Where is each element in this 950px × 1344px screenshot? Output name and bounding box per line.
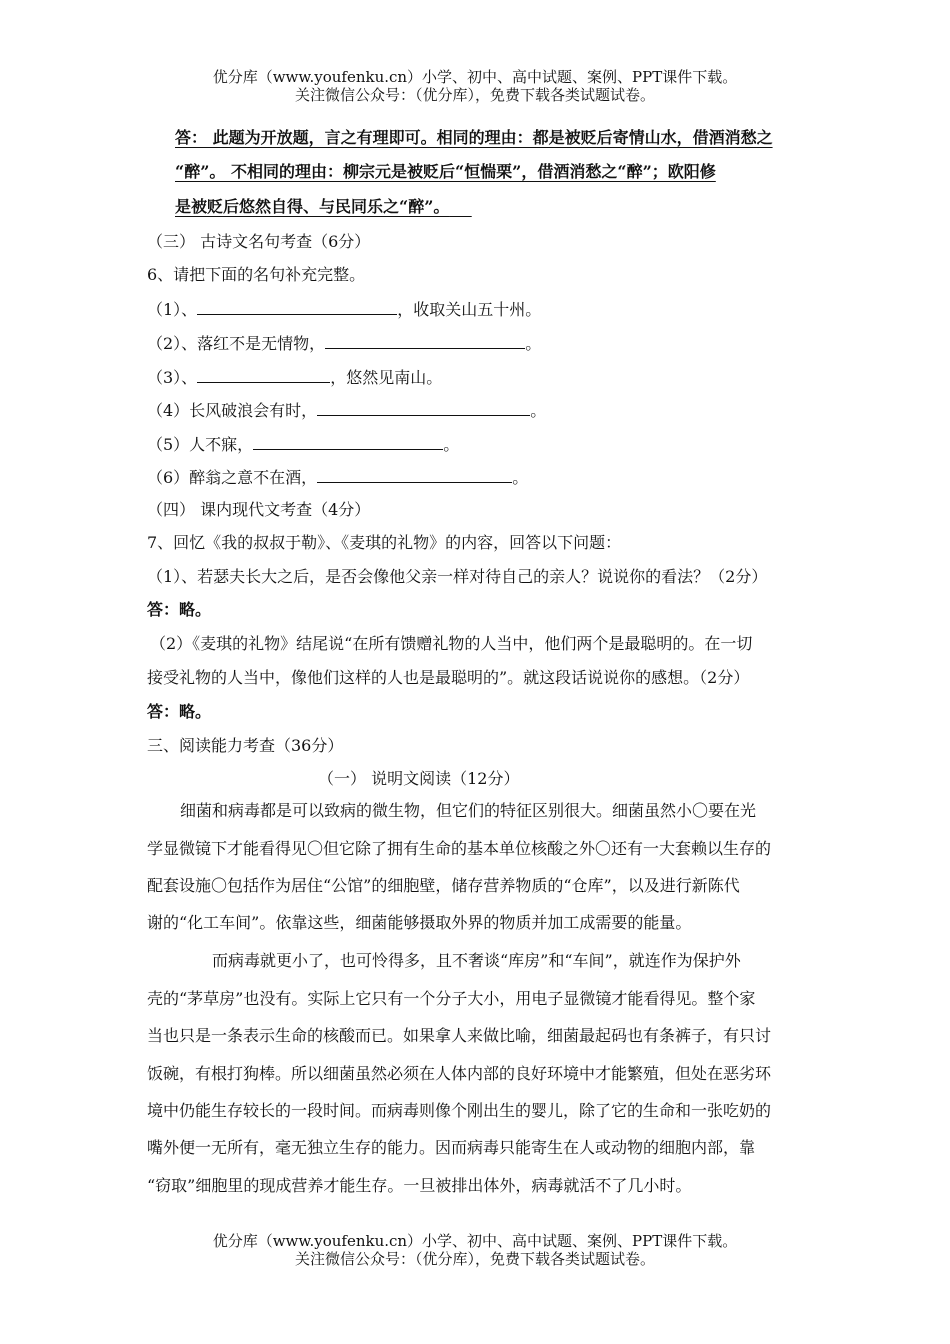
blank-6[interactable] <box>317 466 512 483</box>
part-heading-reading: 三、阅读能力考查（36分） <box>147 736 344 755</box>
section-heading-modern: （四） 课内现代文考查（4分） <box>147 500 371 519</box>
blank-5[interactable] <box>253 433 443 450</box>
fill-item-3: （3）、 ，悠然见南山。 <box>147 368 443 387</box>
blank-2[interactable] <box>325 332 525 349</box>
question-7-1: （1）、若瑟夫长大之后，是否会像他父亲一样对待自己的亲人？说说你的看法？（2分） <box>147 567 768 586</box>
section-heading-poems: （三） 古诗文名句考查（6分） <box>147 232 371 251</box>
page-footer <box>0 1232 950 1268</box>
para2-line-1: 而病毒就更小了，也可怜得多，且不奢谈“库房”和“车间”，就连作为保护外 <box>212 951 741 970</box>
answer-line-1: 答： 此题为开放题，言之有理即可。相同的理由：都是被贬后寄情山水，借酒消愁之 <box>175 128 773 147</box>
para1-line-2: 学显微镜下才能看得见〇但它除了拥有生命的基本单位核酸之外〇还有一大套赖以生存的 <box>147 839 772 858</box>
question-7-2-line-2: 接受礼物的人当中，像他们这样的人也是最聪明的”。就这段话说说你的感想。（2分） <box>147 668 750 687</box>
question-7: 7、回忆《我的叔叔于勒》、《麦琪的礼物》的内容，回答以下问题： <box>147 533 622 552</box>
blank-3[interactable] <box>197 366 330 383</box>
para2-line-5: 境中仍能生存较长的一段时间。而病毒则像个刚出生的婴儿，除了它的生命和一张吃奶的 <box>147 1101 772 1120</box>
footer-line-2: 关注微信公众号：（优分库），免费下载各类试题试卷。 <box>294 1250 655 1268</box>
para2-line-6: 嘴外便一无所有，毫无独立生存的能力。因而病毒只能寄生在人或动物的细胞内部，靠 <box>147 1138 756 1157</box>
question-7-2-line-1: （2）《麦琪的礼物》结尾说“在所有馈赠礼物的人当中，他们两个是最聪明的。在一切 <box>150 634 753 653</box>
answer-7-2: 答：略。 <box>147 702 212 721</box>
sub-heading-expository: （一） 说明文阅读（12分） <box>318 769 520 788</box>
answer-line-3: 是被贬后悠然自得、与民同乐之“醉”。 <box>175 197 450 216</box>
para2-line-3: 当也只是一条表示生命的核酸而已。如果拿人来做比喻，细菌最起码也有条裤子，有只讨 <box>147 1026 772 1045</box>
para1-line-3: 配套设施〇包括作为居住“公馆”的细胞壁，储存营养物质的“仓库”，以及进行新陈代 <box>147 876 740 895</box>
footer-line-1: 优分库（www.youfenku.cn）小学、初中、高中试题、案例、PPT课件下载。 <box>212 1232 738 1250</box>
para2-line-2: 壳的“茅草房”也没有。实际上它只有一个分子大小，用电子显微镜才能看得见。整个家 <box>147 989 756 1008</box>
fill-item-5: （5）人不寐， 。 <box>147 435 460 454</box>
answer-line-2: “醉”。 不相同的理由：柳宗元是被贬后“恒惴栗”，借酒消愁之“醉”；欧阳修 <box>175 162 716 181</box>
blank-1[interactable] <box>197 298 397 315</box>
question-6: 6、请把下面的名句补充完整。 <box>147 265 366 284</box>
para1-line-1: 细菌和病毒都是可以致病的微生物，但它们的特征区别很大。细菌虽然小〇要在光 <box>180 801 757 820</box>
para2-line-7: “窃取”细胞里的现成营养才能生存。一旦被排出体外，病毒就活不了几小时。 <box>147 1176 692 1195</box>
page-header <box>0 68 950 104</box>
para1-line-4: 谢的“化工车间”。依靠这些，细菌能够摄取外界的物质并加工成需要的能量。 <box>147 913 692 932</box>
blank-4[interactable] <box>317 399 530 416</box>
header-line-2: 关注微信公众号：（优分库），免费下载各类试题试卷。 <box>294 86 655 104</box>
answer-7-1: 答：略。 <box>147 600 212 619</box>
para2-line-4: 饭碗，有根打狗棒。所以细菌虽然必须在人体内部的良好环境中才能繁殖，但处在恶劣环 <box>147 1064 772 1083</box>
fill-item-4: （4）长风破浪会有时， 。 <box>147 401 547 420</box>
fill-item-1: （1）、 ，收取关山五十州。 <box>147 300 542 319</box>
header-line-1: 优分库（www.youfenku.cn）小学、初中、高中试题、案例、PPT课件下载。 <box>212 68 738 86</box>
fill-item-6: （6）醉翁之意不在酒， 。 <box>147 468 529 487</box>
fill-item-2: （2）、落红不是无情物， 。 <box>147 334 542 353</box>
